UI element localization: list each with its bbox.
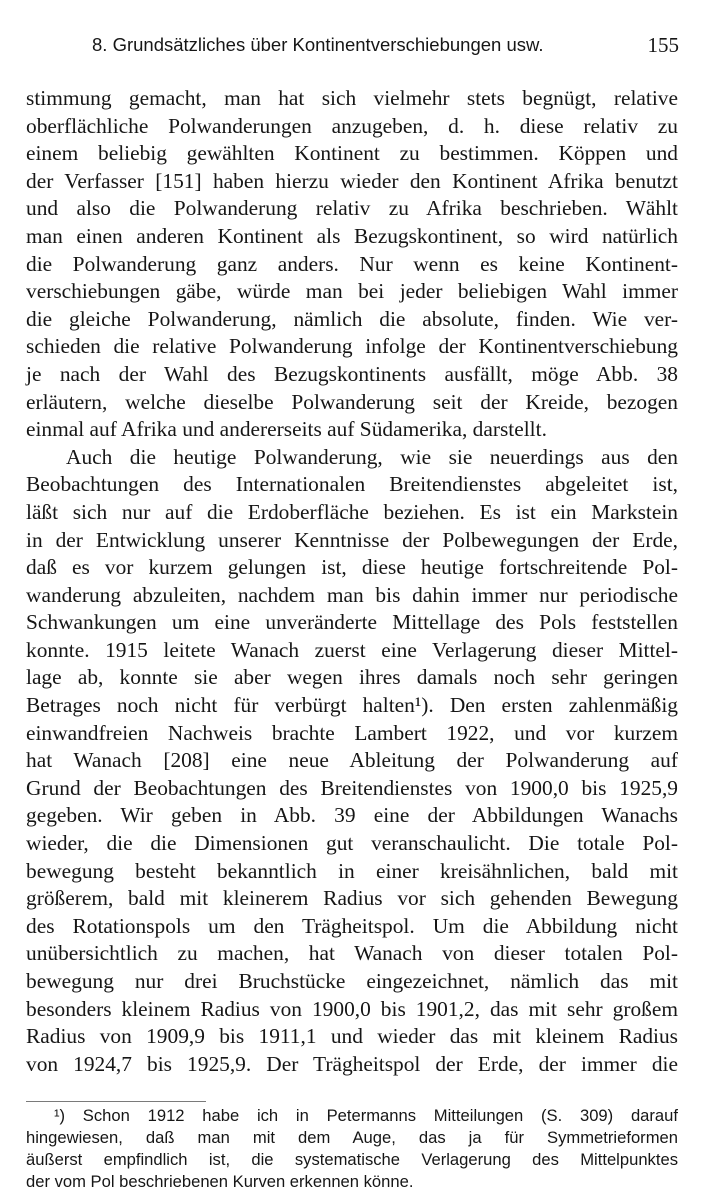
running-header [92,30,679,60]
text-line: Grund der Beobachtungen des Breitendienstes von 1900,0 bis 1925,9 [26,775,678,800]
text-line: wieder, die die Dimensionen gut veranschaulicht. Die totale Pol- [26,831,678,856]
text-line: einwandfreien Nachweis brachte Lambert 1922, und vor kurzem [26,720,678,745]
text-line: die gleiche Polwanderung, nämlich die absolute, finden. Wie ver- [26,306,678,331]
footnote-divider [26,1101,206,1102]
text-line: wanderung abzuleiten, nachdem man bis dahin immer nur periodische [26,582,678,607]
text-line: die Polwanderung ganz anders. Nur wenn es keine Kontinent- [26,251,678,276]
text-line: bewegung nur drei Bruchstücke eingezeichnet, nämlich das mit [26,969,678,993]
text-line: des Rotationspols um den Trägheitspol. Um die Abbildung nicht [26,913,678,938]
paragraph-end-line: einmal auf Afrika und andererseits auf Südamerika, darstellt. [26,417,547,442]
text-line: bewegung besteht bekanntlich in einer kreisähnlichen, bald mit [26,858,678,883]
text-line: hat Wanach [208] eine neue Ableitung der Polwanderung auf [26,748,678,773]
text-line: Schwankungen um eine unveränderte Mittellage des Pols feststellen [26,610,678,635]
footnote-line: äußerst empfindlich ist, die systematische Verlagerung des Mittelpunktes [26,1150,678,1169]
text-line: lage ab, konnte sie aber wegen ihres damals noch sehr geringen [26,665,678,690]
text-line: erläutern, welche dieselbe Polwanderung seit der Kreide, bezogen [26,389,678,414]
text-line: gegeben. Wir geben in Abb. 39 eine der Abbildungen Wanachs [26,803,678,828]
text-line: je nach der Wahl des Bezugskontinents ausfällt, möge Abb. 38 [26,361,678,386]
text-line: Radius von 1909,9 bis 1911,1 und wieder das mit kleinem Radius [26,1024,678,1049]
text-line: Betrages noch nicht für verbürgt halten¹). Den ersten zahlenmäßig [26,693,678,718]
footnote-line: ¹) Schon 1912 habe ich in Petermanns Mitteilungen (S. 309) darauf [54,1106,678,1125]
text-line: und also die Polwanderung relativ zu Afrika beschrieben. Wählt [26,196,678,221]
footnote-line: der vom Pol beschriebenen Kurven erkennen könne. [26,1172,414,1191]
text-line: schieden die relative Polwanderung infolge der Kontinentverschiebung [26,334,678,359]
text-line: man einen anderen Kontinent als Bezugskontinent, so wird natürlich [26,223,678,248]
text-line: stimmung gemacht, man hat sich vielmehr stets begnügt, relative [26,86,678,110]
text-line: verschiebungen gäbe, würde man bei jeder beliebigen Wahl immer [26,279,678,304]
text-line: von 1924,7 bis 1925,9. Der Trägheitspol der Erde, der immer die [26,1051,678,1076]
text-line: konnte. 1915 leitete Wanach zuerst eine Verlagerung dieser Mittel- [26,637,678,662]
text-line: läßt sich nur auf die Erdoberfläche beziehen. Es ist ein Markstein [26,499,678,524]
paragraph-start-line: Auch die heutige Polwanderung, wie sie neuerdings aus den [66,444,678,469]
text-line: größerem, bald mit kleinerem Radius vor sich gehenden Bewegung [26,886,678,911]
footnotes [26,1105,678,1193]
text-line: Beobachtungen des Internationalen Breitendienstes abgeleitet ist, [26,472,678,497]
page-number: 155 [647,33,679,57]
text-line: einem beliebig gewählten Kontinent zu bestimmen. Köppen und [26,141,678,166]
text-line: in der Entwicklung unserer Kenntnisse der Polbewegungen der Erde, [26,527,678,552]
text-line: daß es vor kurzem gelungen ist, diese heutige fortschreitende Pol- [26,555,678,580]
text-line: unübersichtlich zu machen, hat Wanach von dieser totalen Pol- [26,941,678,966]
text-line: besonders kleinem Radius von 1900,0 bis 1901,2, das mit sehr großem [26,996,678,1021]
running-title: 8. Grundsätzliches über Kontinentverschiebungen usw. [92,34,544,55]
text-line: oberflächliche Polwanderungen anzugeben, d. h. diese relativ zu [26,113,678,138]
body-text [26,85,678,1078]
text-line: der Verfasser [151] haben hierzu wieder den Kontinent Afrika benutzt [26,168,678,193]
footnote-line: hingewiesen, daß man mit dem Auge, das ja für Symmetrieformen [26,1128,678,1147]
